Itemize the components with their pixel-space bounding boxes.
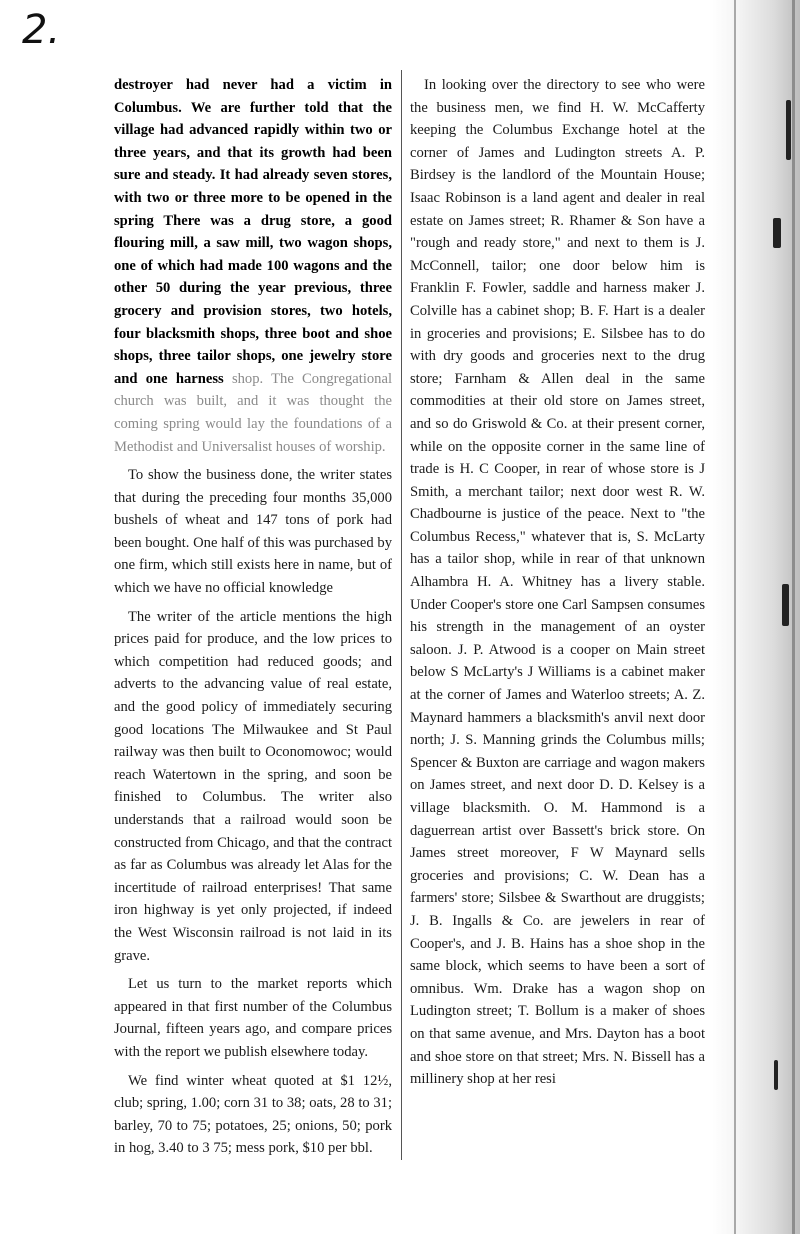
left-paragraph-1-bold-text: destroyer had never had a victim in Columbus. We are further told that the village had advanced rapidly within two or three years, and that its growth had been sure and steady. It had already seven stores, with two or three more to be opened in the spring There was a drug store, a good flouring mill, a saw mill, two wagon shops, one of which had made 100 wagons and the other 50 during the year previous, three grocery and provision stores, two hotels, four blacksmith shops, three boot and shoe shops, three tailor shops, one jewelry store and one harness [114, 77, 392, 387]
left-paragraph-5: We find winter wheat quoted at $1 12½, club; spring, 1.00; corn 31 to 38; oats, 28 to 31; barley, 70 to 75; potatoes, 25; onions, 50; pork in hog, 3.40 to 3 75; mess pork, $10 per bbl. [114, 1072, 392, 1157]
binding-hole-mark [774, 1060, 778, 1090]
binding-hole-mark [786, 100, 791, 160]
left-paragraph-3: The writer of the article mentions the high prices paid for produce, and the low prices to which competition had reduced goods; and adverts to the advancing value of real estate, and the good policy of immediately securing good locations The Milwaukee and St Paul railway was then built to Oconomowoc; would reach Watertown in the spring, and soon be finished to Columbus. The writer also understands that a railroad would soon be constructed from Chicago, and that the contract as far as Columbus was already let Alas for the incertitude of railroad enterprises! That same iron highway is yet only projected, if indeed the West Wisconsin railroad is not laid in its grave. [114, 608, 392, 964]
binding-hole-mark [782, 584, 789, 626]
left-column [114, 74, 392, 1160]
left-paragraph-2: To show the business done, the writer states that during the preceding four months 35,000 bushels of wheat and 147 tons of pork had been bought. One half of this was purchased by one firm, which still exists here in name, but of which we have no official knowledge [114, 467, 392, 597]
page-border-line [792, 0, 795, 1234]
page-edge [712, 0, 800, 1234]
binding-fold-line [734, 0, 736, 1234]
column-rule [401, 70, 402, 1160]
page-number: 2. [22, 7, 61, 53]
right-paragraph-1: In looking over the directory to see who were the business men, we find H. W. McCafferty keeping the Columbus Exchange hotel at the corner of James and Ludington streets A. P. Birdsey is the landlord of the Mountain House; Isaac Robinson is a land agent and dealer in real estate on James street; R. Rhamer & Son have a "rough and ready store," and next to them is J. McConnell, tailor; one door below him is Franklin F. Fowler, saddle and harness maker J. Colville has a cabinet shop; B. F. Hart is a dealer in groceries and provisions; E. Silsbee has to do with dry goods and groceries next to the drug store; Farnham & Allen deal in the same commodities at their old store on James street, and so do Griswold & Co. at their present corner, while on the opposite corner in the same line of trade is H. C Cooper, in rear of whose store is J Smith, a merchant tailor; next door west R. W. Chadbourne is justice of the peace. Next to "the Columbus Recess," whatever that is, S. McLarty has a tailor shop, while in rear of that unknown Alhambra H. A. Whitney has a livery stable. Under Cooper's store one Carl Sampsen consumes his strength in the management of an oyster saloon. J. P. Atwood is a cooper on Main street below S McLarty's J Williams is a cabinet maker at the corner of James and Waterloo streets; A. Z. Maynard hammers a blacksmith's anvil next door north; J. S. Manning grinds the Columbus mills; Spencer & Buxton are carriage and wagon makers on James street, and next door D. D. Kelsey is a village blacksmith. O. M. Hammond is a daguerrean artist over Bassett's brick store. On James street moreover, F W Maynard sells groceries and provisions; C. W. Dean has a farmers' store; Silsbee & Swarthout are druggists; J. B. Ingalls & Co. are jewelers in rear of Cooper's, and J. B. Hains has a shoe shop in the same block, which seems to have been a sort of omnibus. Wm. Drake has a wagon shop on Ludington street; T. Bollum is a maker of shoes on that same avenue, and Mrs. Dayton has a boot and shoe store on that street; Mrs. N. Bissell has a millinery shop at her resi [410, 77, 705, 1088]
binding-hole-mark [773, 218, 781, 248]
left-paragraph-1 [114, 74, 392, 458]
right-column [410, 74, 705, 1091]
left-paragraph-1-faded-text: shop. The Congregational church was built, and it was thought the coming spring would lay the foundations of a Methodist and Universalist houses of worship. [114, 370, 393, 455]
left-paragraph-4: Let us turn to the market reports which appeared in that first number of the Columbus Journal, fifteen years ago, and compare prices with the report we publish elsewhere today. [114, 976, 392, 1060]
